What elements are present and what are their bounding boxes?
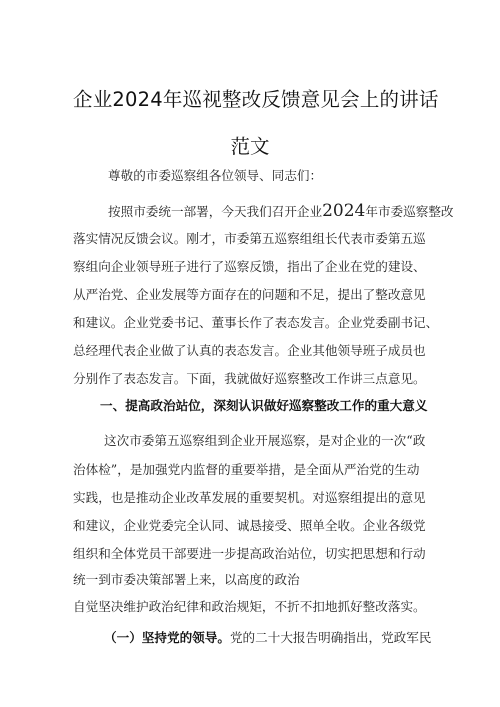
paragraph-line: 统一到市委决策部署上来，以高度的政治 — [73, 572, 300, 587]
paragraph-line: 自觉坚决维护政治纪律和政治规矩，不折不扣地抓好整改落实。 — [73, 599, 426, 614]
document-title: 企业2024年巡视整改反馈意见会上的讲话 — [73, 88, 439, 111]
paragraph-line: 从严治党、企业发展等方面存在的问题和不足，提出了整改意见 — [73, 287, 426, 302]
paragraph-line: 总经理代表企业做了认真的表态发言。企业其他领导班子成员也 — [73, 343, 426, 358]
subsection-label: （一）坚持党的领导。 — [104, 630, 230, 645]
paragraph-line: 分别作了表态发言。下面，我就做好巡察整改工作讲三点意见。 — [73, 371, 426, 386]
paragraph-line: 落实情况反馈会议。刚才，市委第五巡察组组长代表市委第五巡 — [73, 231, 426, 246]
paragraph-line: 组织和全体党员干部要进一步提高政治站位，切实把思想和行动 — [73, 546, 426, 561]
paragraph-line: 治体检”，是加强党内监督的重要举措，是全面从严治党的生动 — [73, 462, 420, 477]
paragraph-line — [108, 203, 454, 220]
paragraph-line: 实践，也是推动企业改革发展的重要契机。对巡察组提出的意见 — [73, 490, 426, 505]
paragraph-line: 和建议，企业党委完全认同、诚恳接受、照单全收。企业各级党 — [73, 518, 426, 533]
document-title-continued: 范文 — [230, 135, 270, 158]
text-run: 按照市委统一部署，今天我们召开企业 — [108, 204, 323, 219]
salutation: 尊敬的市委巡察组各位领导、同志们： — [108, 168, 323, 183]
paragraph-line: 和建议。企业党委书记、董事长作了表态发言。企业党委副书记、 — [73, 315, 439, 330]
paragraph-line: 察组向企业领导班子进行了巡察反馈，指出了企业在党的建设、 — [73, 259, 426, 274]
section-heading: 一、提高政治站位，深刻认识做好巡察整改工作的重大意义 — [100, 398, 428, 413]
text-run: 年市委巡察整改 — [365, 204, 454, 219]
paragraph-line: 这次市委第五巡察组到企业开展巡察，是对企业的一次“政 — [104, 433, 426, 448]
year-number: 2024 — [322, 201, 366, 221]
subsection-text: 党的二十大报告明确指出，党政军民 — [229, 630, 432, 645]
subsection-line — [104, 630, 431, 646]
